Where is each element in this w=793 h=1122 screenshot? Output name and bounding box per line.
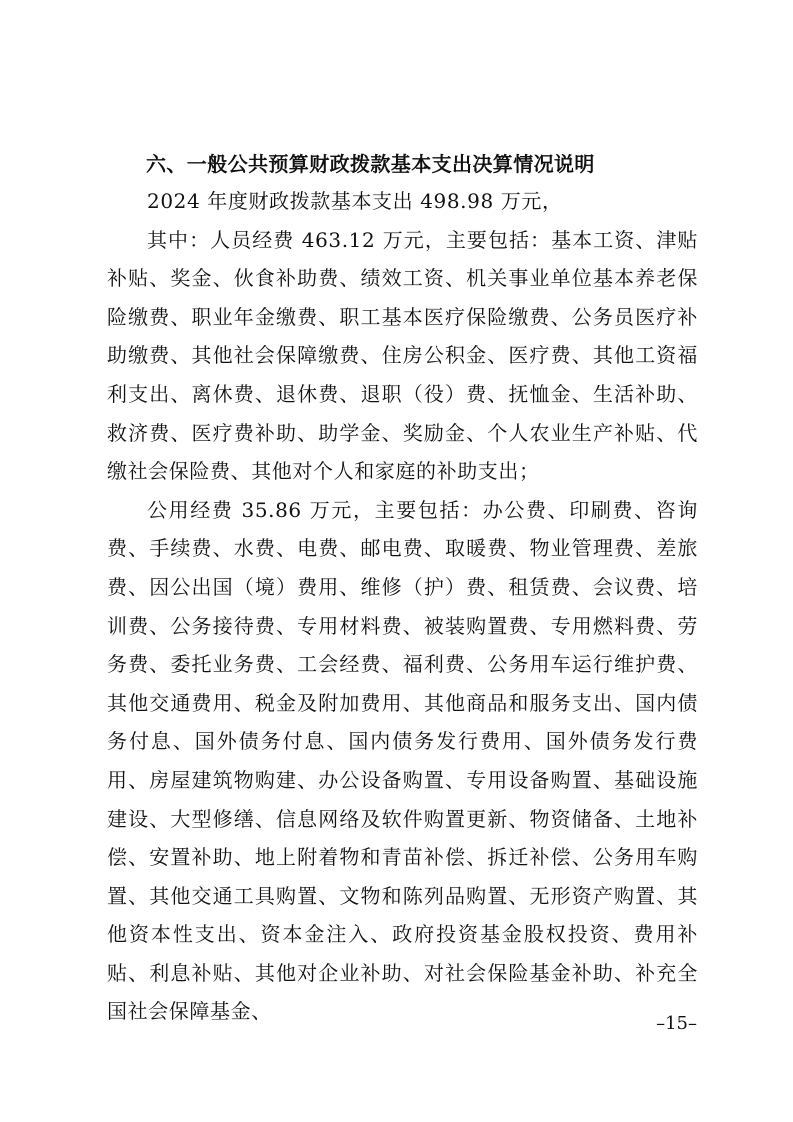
paragraph-total-expenditure: 2024 年度财政拨款基本支出 498.98 万元，	[147, 189, 563, 213]
page-number: –15–	[656, 1013, 697, 1034]
section-heading: 六、一般公共预算财政拨款基本支出决算情况说明	[146, 152, 595, 176]
paragraph-personnel-expenses: 其中：人员经费 463.12 万元，主要包括：基本工资、津贴补贴、奖金、伙食补助费、绩效工资、机关事业单位基本养老保险缴费、职业年金缴费、职工基本医疗保险缴费、公务员医疗补助缴费、其他社会保障缴费、住房公积金、医疗费、其他工资福利支出、离休费、退休费、退职（役）费、抚恤金、生活补助、救济费、医疗费补助、助学金、奖励金、个人农业生产补贴、代缴社会保险费、其他对个人和家庭的补助支出；	[107, 227, 698, 484]
paragraph-public-expenses: 公用经费 35.86 万元，主要包括：办公费、印刷费、咨询费、手续费、水费、电费、邮电费、取暖费、物业管理费、差旅费、因公出国（境）费用、维修（护）费、租赁费、会议费、培训费、公务接待费、专用材料费、被装购置费、专用燃料费、劳务费、委托业务费、工会经费、福利费、公务用车运行维护费、其他交通费用、税金及附加费用、其他商品和服务支出、国内债务付息、国外债务付息、国内债务发行费用、国外债务发行费用、房屋建筑物购建、办公设备购置、专用设备购置、基础设施建设、大型修缮、信息网络及软件购置更新、物资储备、土地补偿、安置补助、地上附着物和青苗补偿、拆迁补偿、公务用车购置、其他交通工具购置、文物和陈列品购置、无形资产购置、其他资本性支出、资本金注入、政府投资基金股权投资、费用补贴、利息补贴、其他对企业补助、对社会保险基金补助、补充全国社会保障基金、	[107, 497, 698, 1024]
body-text	[107, 182, 698, 1031]
